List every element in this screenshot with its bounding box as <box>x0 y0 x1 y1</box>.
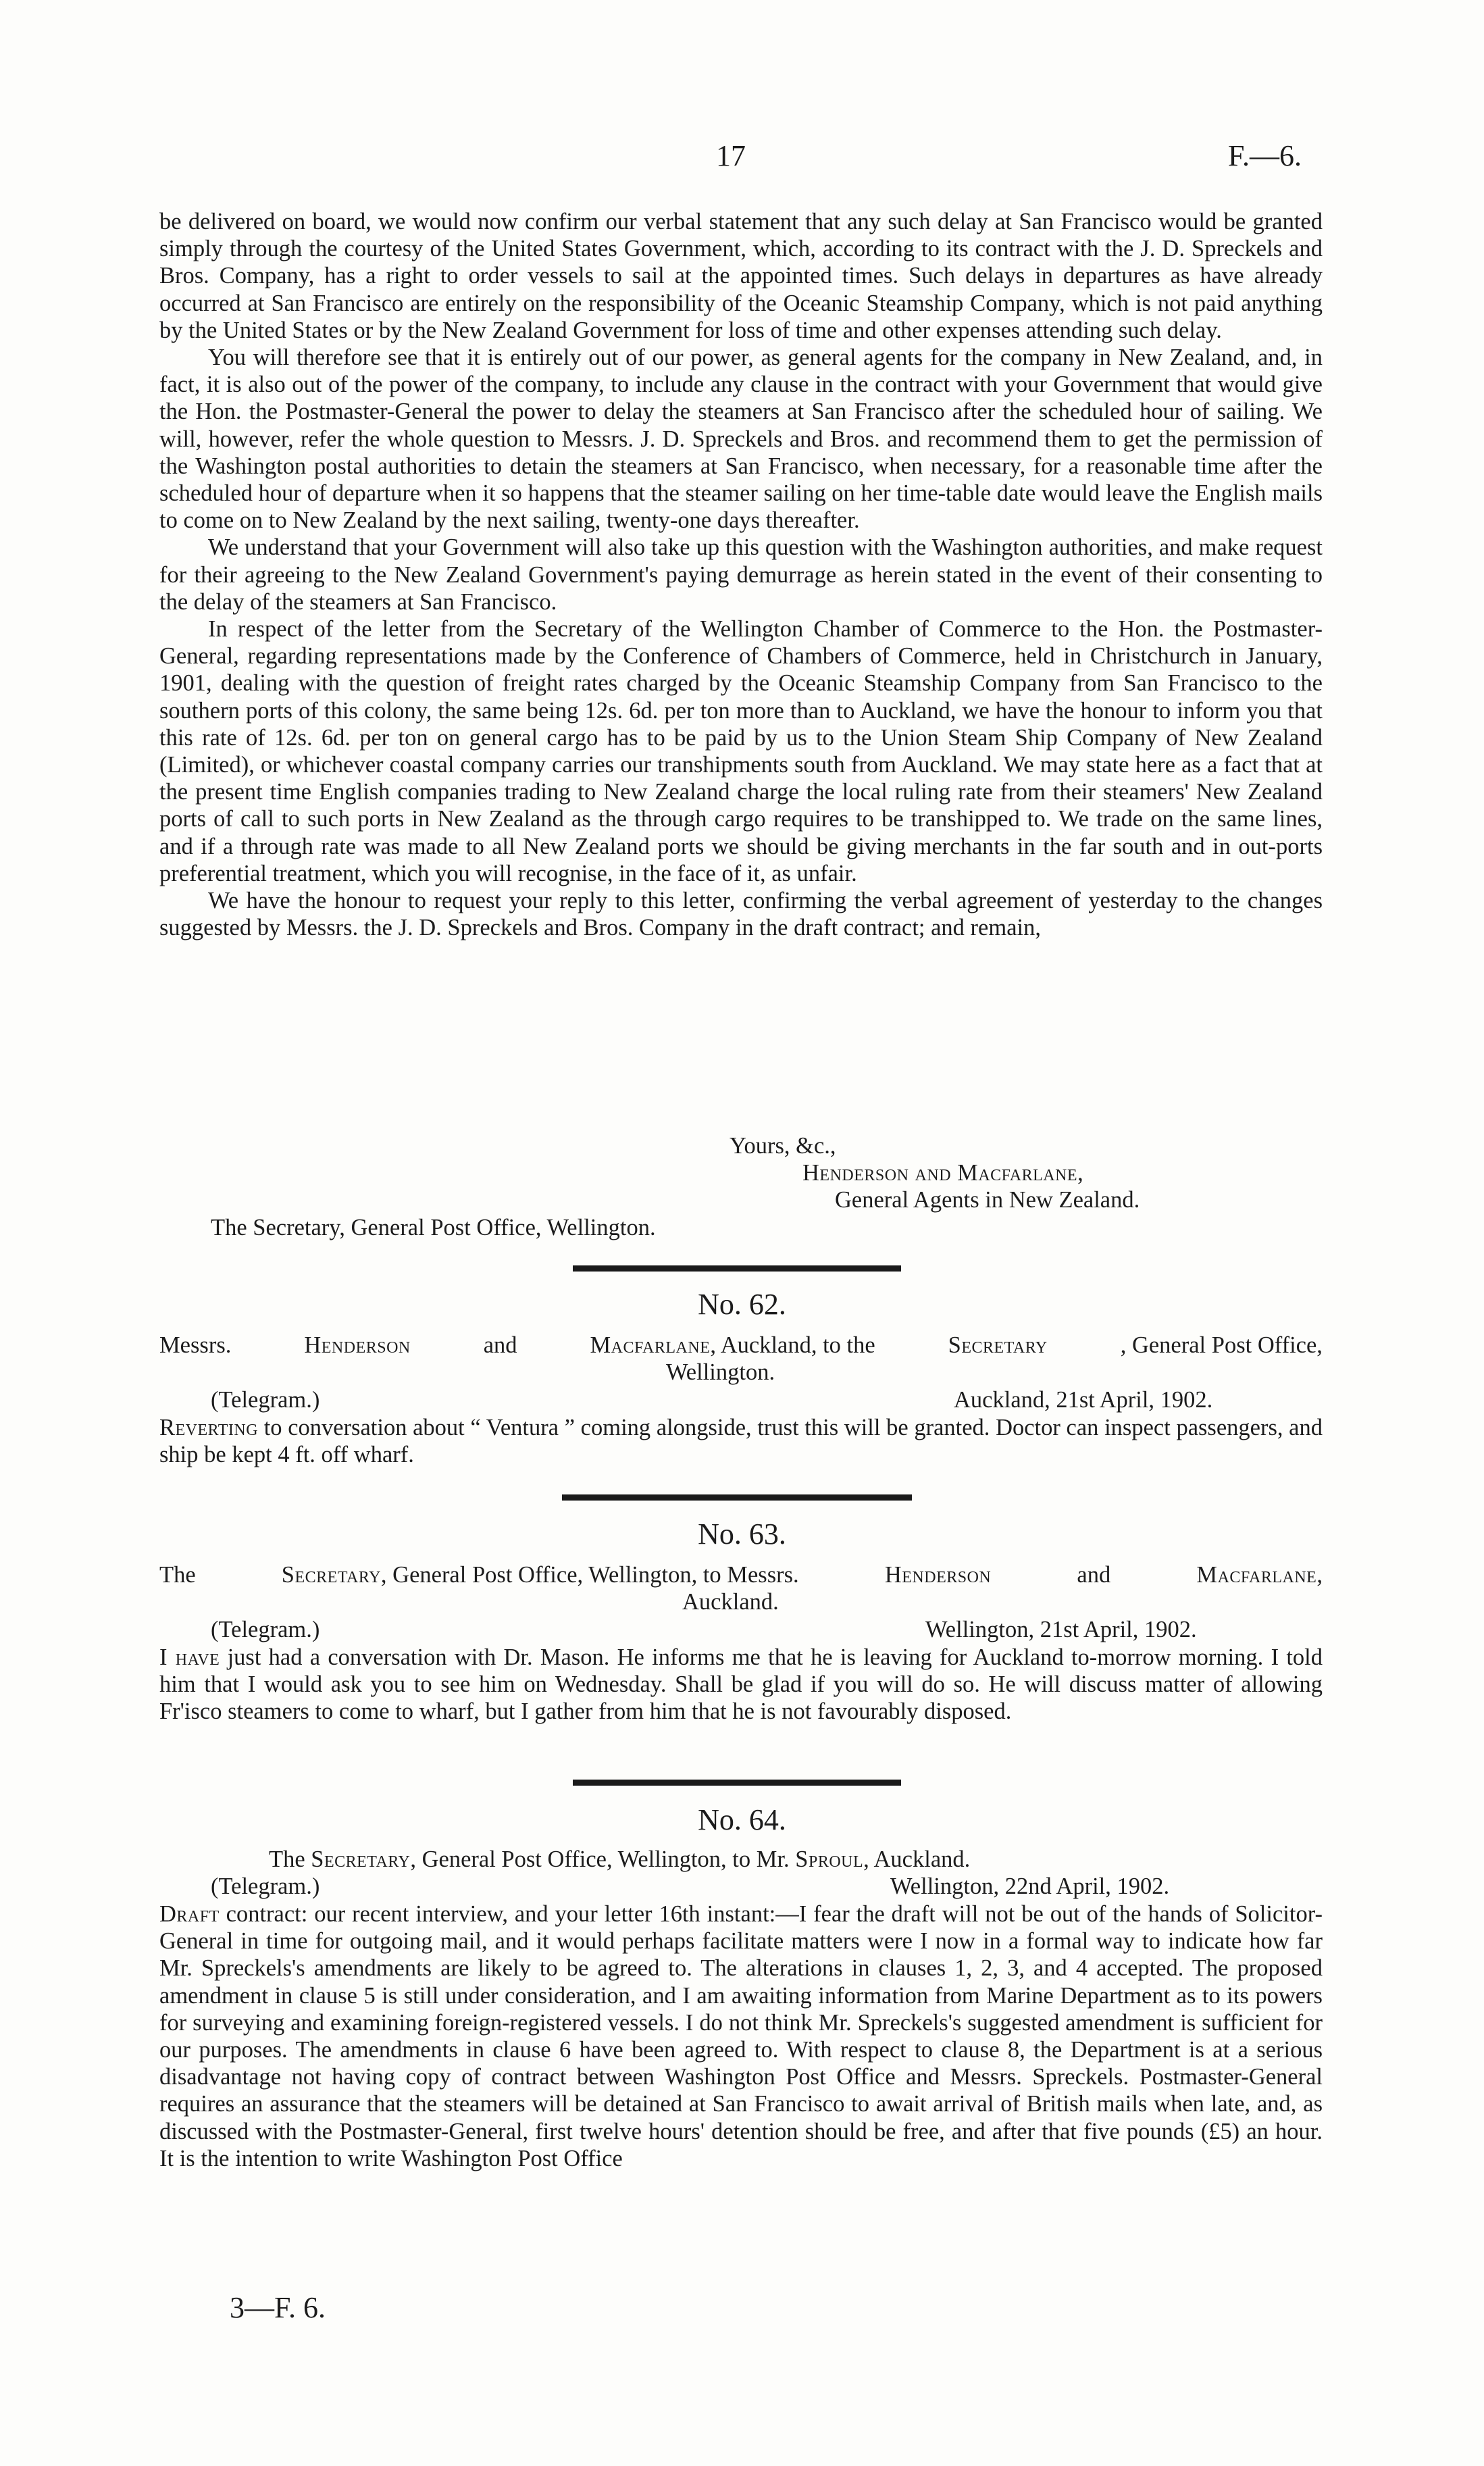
paragraph: We understand that your Government will also take up this question with the Washington authorities, and make request for their agreeing to the New Zealand Government's paying demurrage as herein stated in the event of their consenting to the delay of the steamers at San Francisco. <box>159 534 1323 615</box>
paragraph: We have the honour to request your reply to this letter, confirming the verbal agreement of yesterday to the changes suggested by Messrs. the J. D. Spreckels and Bros. Company in the draft contract; and remain, <box>159 888 1323 941</box>
telegram-label: (Telegram.) <box>211 1617 320 1642</box>
section-number: No. 64. <box>698 1803 786 1836</box>
telegram-body: Draft contract: our recent interview, and your letter 16th instant:—I fear the draft will not be out of the hands of Solicitor-General in time for outgoing mail, and it would perhaps facilitate matters were I now in a formal way to indicate how far Mr. Spreckels's amendments are likely to be agreed to. The alterations in clauses 1, 2, 3, and 4 accepted. The proposed amendment in clause 5 is still under consideration, and I am awaiting information from Marine Department as to its powers for surveying and examining foreign-registered vessels. I do not think Mr. Spreckels's suggested amendment is sufficient for our purposes. The amendments in clause 6 have been agreed to. With respect to clause 8, the Department is at a serious disadvantage not having copy of contract between Washington Post Office and Messrs. Spreckels. Postmaster-General requires an assurance that the steamers will be detained at San Francisco to await arrival of British mails when late, and, as discussed with the Postmaster-General, first twelve hours' detention should be free, and after that five pounds (£5) an hour. It is the intention to write Washington Post Office <box>159 1901 1323 2171</box>
telegram-body: I have just had a conversation with Dr. Mason. He informs me that he is leaving for Auckland to-morrow morning. I told him that I would ask you to see him on Wednesday. Shall be glad if you will do so. He will discuss matter of allowing Fr'isco steamers to come to wharf, but I gather from him that he is not favourably disposed. <box>159 1644 1323 1725</box>
place-date: Wellington, 22nd April, 1902. <box>890 1873 1170 1899</box>
paragraph: In respect of the letter from the Secretary of the Wellington Chamber of Commerce to the Hon. the Postmaster-General, regarding representations made by the Conference of Chambers of Commerce, held in Christchurch in January, 1901, dealing with the question of freight rates charged by the Oceanic Steamship Company from San Francisco to the southern ports of this colony, the same being 12s. 6d. per ton more than to Auckland, we have the honour to inform you that this rate of 12s. 6d. per ton on general cargo has to be paid by us to the Union Steam Ship Company of New Zealand (Limited), or whichever coastal company carries our transhipments south from Auckland. We may state here as a fact that at the present time English companies trading to New Zealand charge the local ruling rate from their steamers' New Zealand ports of call to such ports in New Zealand as the through cargo requires to be transhipped to. We trade on the same lines, and if a through rate was made to all New Zealand ports we should be giving merchants in the far south and in out-ports preferential treatment, which you will recognise, in the face of it, as unfair. <box>159 616 1323 886</box>
place-date: Wellington, 21st April, 1902. <box>925 1617 1197 1642</box>
telegram-label: (Telegram.) <box>211 1387 320 1413</box>
section-heading-line2: Wellington. <box>666 1359 775 1385</box>
section-heading-line2: Auckland. <box>682 1589 779 1615</box>
signature-mark: 3—F. 6. <box>230 2291 326 2324</box>
letter-body <box>159 208 1323 941</box>
place-date: Auckland, 21st April, 1902. <box>954 1387 1213 1413</box>
document-reference: F.—6. <box>1228 139 1302 172</box>
section-heading: The Secretary, General Post Office, Wellington, to Messrs. Henderson and Macfarlane, <box>159 1562 1323 1588</box>
section-divider <box>573 1780 901 1786</box>
section-number: No. 63. <box>698 1517 786 1551</box>
paragraph: be delivered on board, we would now confirm our verbal statement that any such delay at San Francisco would be granted simply through the courtesy of the United States Government, which, according to its contract with the J. D. Spreckels and Bros. Company, has a right to order vessels to sail at the appointed times. Such delays in departures as have already occurred at San Francisco are entirely on the responsibility of the Oceanic Steamship Company, which is not paid anything by the United States or by the New Zealand Government for loss of time and other expenses attending such delay. <box>159 209 1323 343</box>
section-divider <box>573 1265 901 1272</box>
signatory: Henderson and Macfarlane, <box>802 1160 1084 1186</box>
section-heading: Messrs. Henderson and Macfarlane, Auckland, to the Secretary , General Post Office, <box>159 1332 1323 1358</box>
telegram-label: (Telegram.) <box>211 1873 320 1899</box>
section-divider <box>562 1494 912 1501</box>
paragraph: You will therefore see that it is entirely out of our power, as general agents for the company in New Zealand, and, in fact, it is also out of the power of the company, to include any clause in the contract with your Government that would give the Hon. the Postmaster-General the power to delay the steamers at San Francisco after the scheduled hour of sailing. We will, however, refer the whole question to Messrs. J. D. Spreckels and Bros. and recommend them to get the permission of the Washington postal authorities to detain the steamers at San Francisco, when necessary, for a reasonable time after the scheduled hour of departure when it so happens that the steamer sailing on her time-table date would leave the English mails to come on to New Zealand by the next sailing, twenty-one days thereafter. <box>159 345 1323 534</box>
page-number: 17 <box>716 139 746 172</box>
section-number: No. 62. <box>698 1288 786 1321</box>
page-header <box>0 139 1484 179</box>
section-heading: The Secretary, General Post Office, Wellington, to Mr. Sproul, Auckland. <box>269 1846 971 1872</box>
telegram-body: Reverting to conversation about “ Ventura ” coming alongside, trust this will be granted. Doctor can inspect passengers, and ship be kept 4 ft. off wharf. <box>159 1415 1323 1468</box>
signatory-title: General Agents in New Zealand. <box>835 1187 1140 1213</box>
closing: Yours, &c., <box>730 1133 836 1159</box>
addressee: The Secretary, General Post Office, Wellington. <box>211 1215 656 1240</box>
